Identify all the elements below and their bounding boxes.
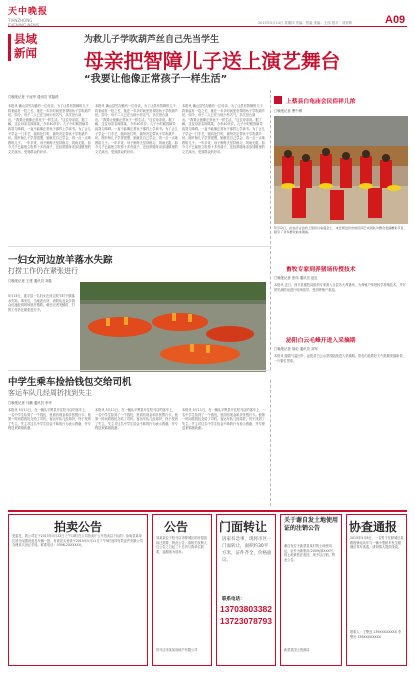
flood-body: 5月13日，遂平县一名妇女在河边放羊时不慎落水失踪。事发后，当地派出所、消防队及众多群众迅速赶到现场展开搜救。截至记者发稿时，打捞工作仍在紧张进行中。 [8, 294, 75, 312]
section-label [14, 32, 58, 60]
gonggao-title: 公告 [164, 520, 189, 534]
student-byline: □晚报记者 马鹏 通讯员 李华 [8, 401, 52, 405]
logo-text: 天中晚报 [8, 7, 49, 17]
xieyi-contacts: 联系人：王警官 139XXXXXXXX 李警官 138XXXXXXXX [350, 630, 402, 639]
section-line1: 县域 [14, 32, 37, 46]
gonggao-contact: 驻马店市某某房地产有限公司 [156, 648, 198, 652]
page-number: A09 [385, 14, 406, 26]
drum-byline: □晚报记者 曹中博 [274, 109, 303, 113]
dateline: 2015年5月14日 星期四 责编：张毅 美编：王伟 校对：刘家辉 [258, 21, 353, 25]
birds-body: 本报讯 随着气温回升，泌阳县白云山茶园陆续进入采摘期。茶农们趁着好天气抓紧采摘新茶，一片繁忙景象。 [274, 354, 406, 363]
section-line2: 新闻 [14, 46, 37, 60]
lead-kicker: 为救儿子学吹葫芦丝自己先当学生 [84, 35, 220, 45]
logo-subtext: TIANZHONG [8, 18, 33, 23]
student-body-col2: 本报讯 5月11日，在一辆从平舆县开往驻马店的客车上，一名中学生捡到了一个钱包，里面有现金和多张银行卡。他第一时间将钱包交给了司机。客运车队几经周折，终于找到了失主。失主对这名中学生拾金不昧的行为表示感谢，并专程送来锦旗致谢。 [95, 408, 178, 431]
door-body: 因家有急事，现将市区一门面转让，面积约30平方米，证件齐全，价格面议。 [222, 537, 272, 563]
red-square-marker [274, 96, 282, 104]
door-phone-1: 13703803382 [220, 604, 273, 614]
drum-caption: 5月12日，在农历古会的上蔡县白龟庙会上，来自周边县市的民间艺术团队为群众表演精彩节目，吸引了众多群众前来观看。 [274, 226, 407, 235]
lead-subhead: “我要让他像正常孩子一样生活” [84, 74, 228, 85]
drum-title: 上蔡县白龟庙会民俗祥儿浓 [286, 99, 356, 105]
eggs-title: 畜牧专家到养猪场传授技术 [286, 267, 356, 273]
gonggao-body: 刘某某位于驻马店市驿城区的房屋因拆迁需要，特此公告，请相关权利人自公告之日起三十日内与我单位联系，逾期视为放弃。 [156, 536, 207, 554]
birds-title: 泌阳白云毛峰开进入采摘期 [286, 338, 356, 344]
flood-subhead: 打捞工作仍在紧张进行 [8, 267, 78, 275]
invalid-title: 关于谢自发土地使用证的注销公告 [284, 517, 339, 532]
lead-byline: □晚报记者 于冠华 通讯员 常磊跃 [8, 95, 59, 99]
eggs-body: 本报讯 近日，西平县畜牧局组织专家深入全县各大养猪场，为养殖户传授科学养殖技术，并对常见病防治进行现场指导，受到养殖户欢迎。 [274, 283, 406, 292]
student-subhead: 客运车队几经周折找到失主 [8, 389, 92, 397]
xieyi-body: 2015年5月8日，一名男子在驿城区某路段骑电动车与一辆小型轿车发生碰撞后驾车逃逸。请知情人提供线索。 [350, 536, 404, 550]
door-phone-2: 13723078793 [220, 616, 273, 626]
masthead-rule [8, 26, 407, 27]
invalid-signer: 新蔡县国土资源局 [284, 648, 310, 652]
door-title: 门面转让 [219, 520, 268, 534]
masthead-logo [8, 4, 50, 24]
flood-byline: □晚报记者 王建 通讯员 刘磊 [8, 279, 52, 283]
lead-body-col1: 本报讯 确山县竹沟镇有一位母亲，为了让患有智障的儿子将来能有一技之长，她在一年多时间里坚持陪孩子学吹葫芦丝。如今，母子二人已在当地小有名气，多次登台演出。“我要让他像正常孩子一样生活。”这位母亲说。据了解，这位母亲名叫陈某，今年40多岁。儿子小时候因病导致智力障碍，一直不能像正常孩子那样上学读书。为了让儿子学会一门手艺，她四处打听，最终决定带孩子学吹葫芦丝。刚开始儿子学得很慢，她就先自己学会，再一点一点地教给儿子。一年多来，母子俩每天坚持练习，风雨无阻。如今儿子已能独立吹奏十多首曲子，还经常随母亲参加镇里的文艺演出，受到群众的好评。 [8, 104, 91, 154]
flood-photo [80, 282, 266, 372]
invalid-body: 谢自发位于新蔡县某村的土地使用证，证号为新集用(2009)第XXX号，因土地被依法收回，现予以注销。特此公告。 [284, 544, 337, 562]
auction-title: 拍卖公告 [54, 520, 103, 534]
eggs-byline: □晚报记者 张伟 通讯员 赵红 [274, 276, 318, 280]
birds-byline: □晚报记者 周伦 通讯员 刘军 [274, 347, 318, 351]
flood-title: 一妇女河边放羊落水失踪 [8, 255, 113, 266]
xieyi-title: 协查通报 [349, 520, 398, 534]
student-title: 中学生乘车捡拾钱包交给司机 [8, 377, 132, 388]
lead-body-col2: 本报讯 确山县竹沟镇有一位母亲，为了让患有智障的儿子将来能有一技之长，她在一年多时间里坚持陪孩子学吹葫芦丝。如今，母子二人已在当地小有名气，多次登台演出。“我要让他像正常孩子一样生活。”这位母亲说。据了解，这位母亲名叫陈某，今年40多岁。儿子小时候因病导致智力障碍，一直不能像正常孩子那样上学读书。为了让儿子学会一门手艺，她四处打听，最终决定带孩子学吹葫芦丝。刚开始儿子学得很慢，她就先自己学会，再一点一点地教给儿子。一年多来，母子俩每天坚持练习，风雨无阻。如今儿子已能独立吹奏十多首曲子，还经常随母亲参加镇里的文艺演出，受到群众的好评。 [95, 104, 178, 154]
drum-photo [274, 116, 408, 224]
lead-headline: 母亲把智障儿子送上演艺舞台 [84, 49, 341, 73]
student-body-col1: 本报讯 5月11日，在一辆从平舆县开往驻马店的客车上，一名中学生捡到了一个钱包，里面有现金和多张银行卡。他第一时间将钱包交给了司机。客运车队几经周折，终于找到了失主。失主对这名中学生拾金不昧的行为表示感谢，并专程送来锦旗致谢。 [8, 408, 91, 431]
student-body-col3: 本报讯 5月11日，在一辆从平舆县开往驻马店的客车上，一名中学生捡到了一个钱包，里面有现金和多张银行卡。他第一时间将钱包交给了司机。客运车队几经周折，终于找到了失主。失主对这名中学生拾金不昧的行为表示感谢，并专程送来锦旗致谢。 [182, 408, 266, 431]
auction-body: 受委托，我公司定于2015年5月22日上午10时在公司拍卖厅公开拍卖以下标的：汝南县某单位部分闲置设备及车辆一批。有意竞买者请于2015年5月21日下午5时前持有效证件到我公司办理竞买登记手续。联系电话：0396-2XXXXXX。 [12, 534, 143, 548]
door-contact-label: 联系电话： [222, 597, 245, 602]
lead-body-col3: 本报讯 确山县竹沟镇有一位母亲，为了让患有智障的儿子将来能有一技之长，她在一年多时间里坚持陪孩子学吹葫芦丝。如今，母子二人已在当地小有名气，多次登台演出。“我要让他像正常孩子一样生活。”这位母亲说。据了解，这位母亲名叫陈某，今年40多岁。儿子小时候因病导致智力障碍，一直不能像正常孩子那样上学读书。为了让儿子学会一门手艺，她四处打听，最终决定带孩子学吹葫芦丝。刚开始儿子学得很慢，她就先自己学会，再一点一点地教给儿子。一年多来，母子俩每天坚持练习，风雨无阻。如今儿子已能独立吹奏十多首曲子，还经常随母亲参加镇里的文艺演出，受到群众的好评。 [182, 104, 265, 154]
